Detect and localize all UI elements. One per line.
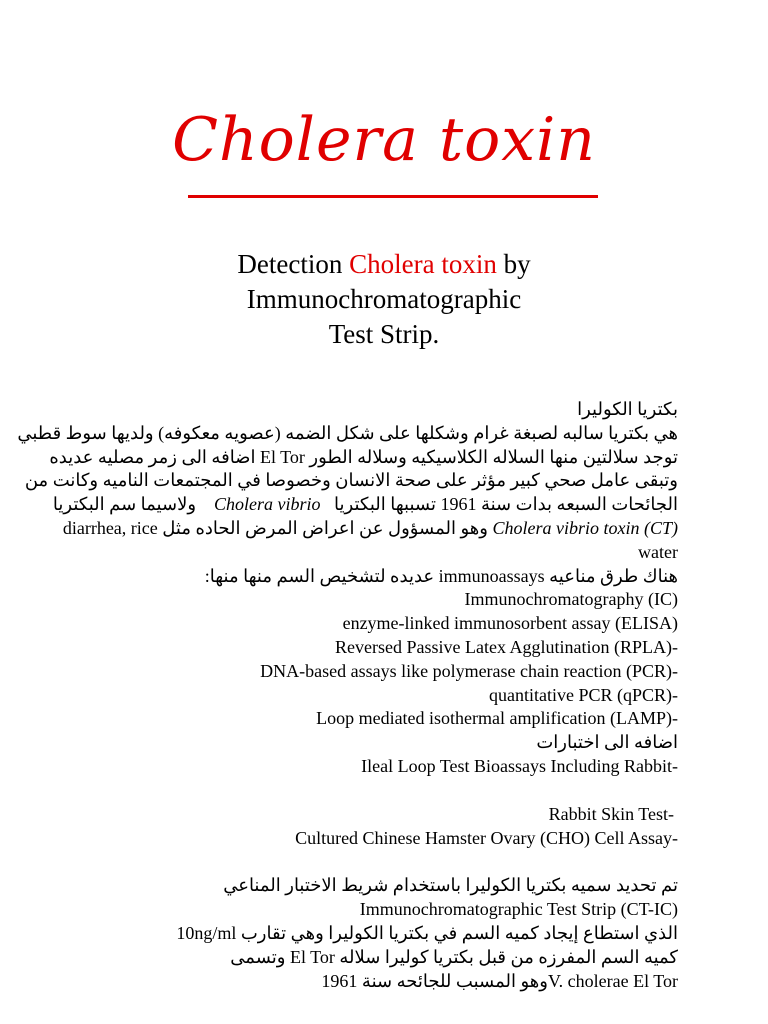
intro-heading: بكتريا الكوليرا (577, 399, 678, 419)
intro-line-6: water (638, 541, 678, 562)
extra-test-item: Ileal Loop Test Bioassays Including Rabbit- (361, 755, 678, 776)
subtitle-line-1: Detection Cholera toxin by (237, 249, 531, 279)
document-title: Cholera toxin (172, 105, 596, 175)
document-body (17, 398, 678, 993)
intro-line-4: الجائحات السبعه بدات سنة 1961 تسببها البكتريا Cholera vibrio ولاسيما سم البكتريا (52, 494, 678, 515)
method-item: Loop mediated isothermal amplification (LAMP)- (316, 708, 678, 729)
subtitle-line-3: Test Strip. (328, 319, 440, 349)
intro-line-5: Cholera vibrio toxin (CT) وهو المسؤول عن اعراض المرض الحاده مثل diarrhea, rice (62, 517, 678, 538)
detection-line-2: Immunochromatographic Test Strip (CT-IC) (359, 899, 678, 920)
extra-tests-heading: اضافه الى اختبارات (536, 732, 678, 753)
method-item: Reversed Passive Latex Agglutination (RPLA)- (335, 636, 678, 657)
extra-test-item: Cultured Chinese Hamster Ovary (CHO) Cell Assay- (295, 827, 678, 848)
subtitle-line-2: Immunochromatographic (246, 284, 522, 314)
detection-line-4: كميه السم المفرزه من قبل بكتريا كوليرا سلاله El Tor وتسمى (230, 946, 678, 967)
toxin-name: Cholera vibrio toxin (CT) (492, 517, 678, 538)
title-underline (188, 195, 598, 198)
subtitle-highlight: Cholera toxin (349, 249, 497, 279)
intro-line-2: توجد سلالتين منها السلاله الكلاسيكيه وسلاله الطور El Tor اضافه الى زمر مصليه عديده (49, 446, 678, 467)
spacer (60, 779, 678, 803)
method-item: quantitative PCR (qPCR)- (489, 684, 678, 705)
intro-line-3: وتبقى عامل صحي كبير مؤثر على صحة الانسان وخصوصا في المجتمعات الناميه وكانت من (24, 470, 678, 491)
detection-line-3: الذي استطاع إيجاد كميه السم في بكتريا الكوليرا وهي تقارب 10ng/ml (176, 922, 678, 943)
detection-line-5: V. cholerae El Torوهو المسبب للجائحه سنة 1961 (321, 970, 678, 991)
spacer (60, 850, 678, 874)
method-item: DNA-based assays like polymerase chain reaction (PCR)- (260, 660, 678, 681)
methods-heading: هناك طرق مناعيه immunoassays عديده لتشخيص السم منها منها: (204, 565, 678, 586)
method-item: enzyme-linked immunosorbent assay (ELISA) (342, 613, 678, 634)
extra-test-item: Rabbit Skin Test- (548, 803, 674, 824)
detection-line-1: تم تحديد سميه بكتريا الكوليرا باستخدام شريط الاختبار المناعي (223, 875, 678, 896)
intro-line-1: هي بكتريا سالبه لصبغة غرام وشكلها على شكل الضمه (عصويه معكوفه) ولديها سوط قطبي (17, 422, 678, 443)
species-name: Cholera vibrio (214, 494, 321, 515)
method-item: Immunochromatography (IC) (464, 589, 678, 610)
subtitle (0, 247, 768, 352)
